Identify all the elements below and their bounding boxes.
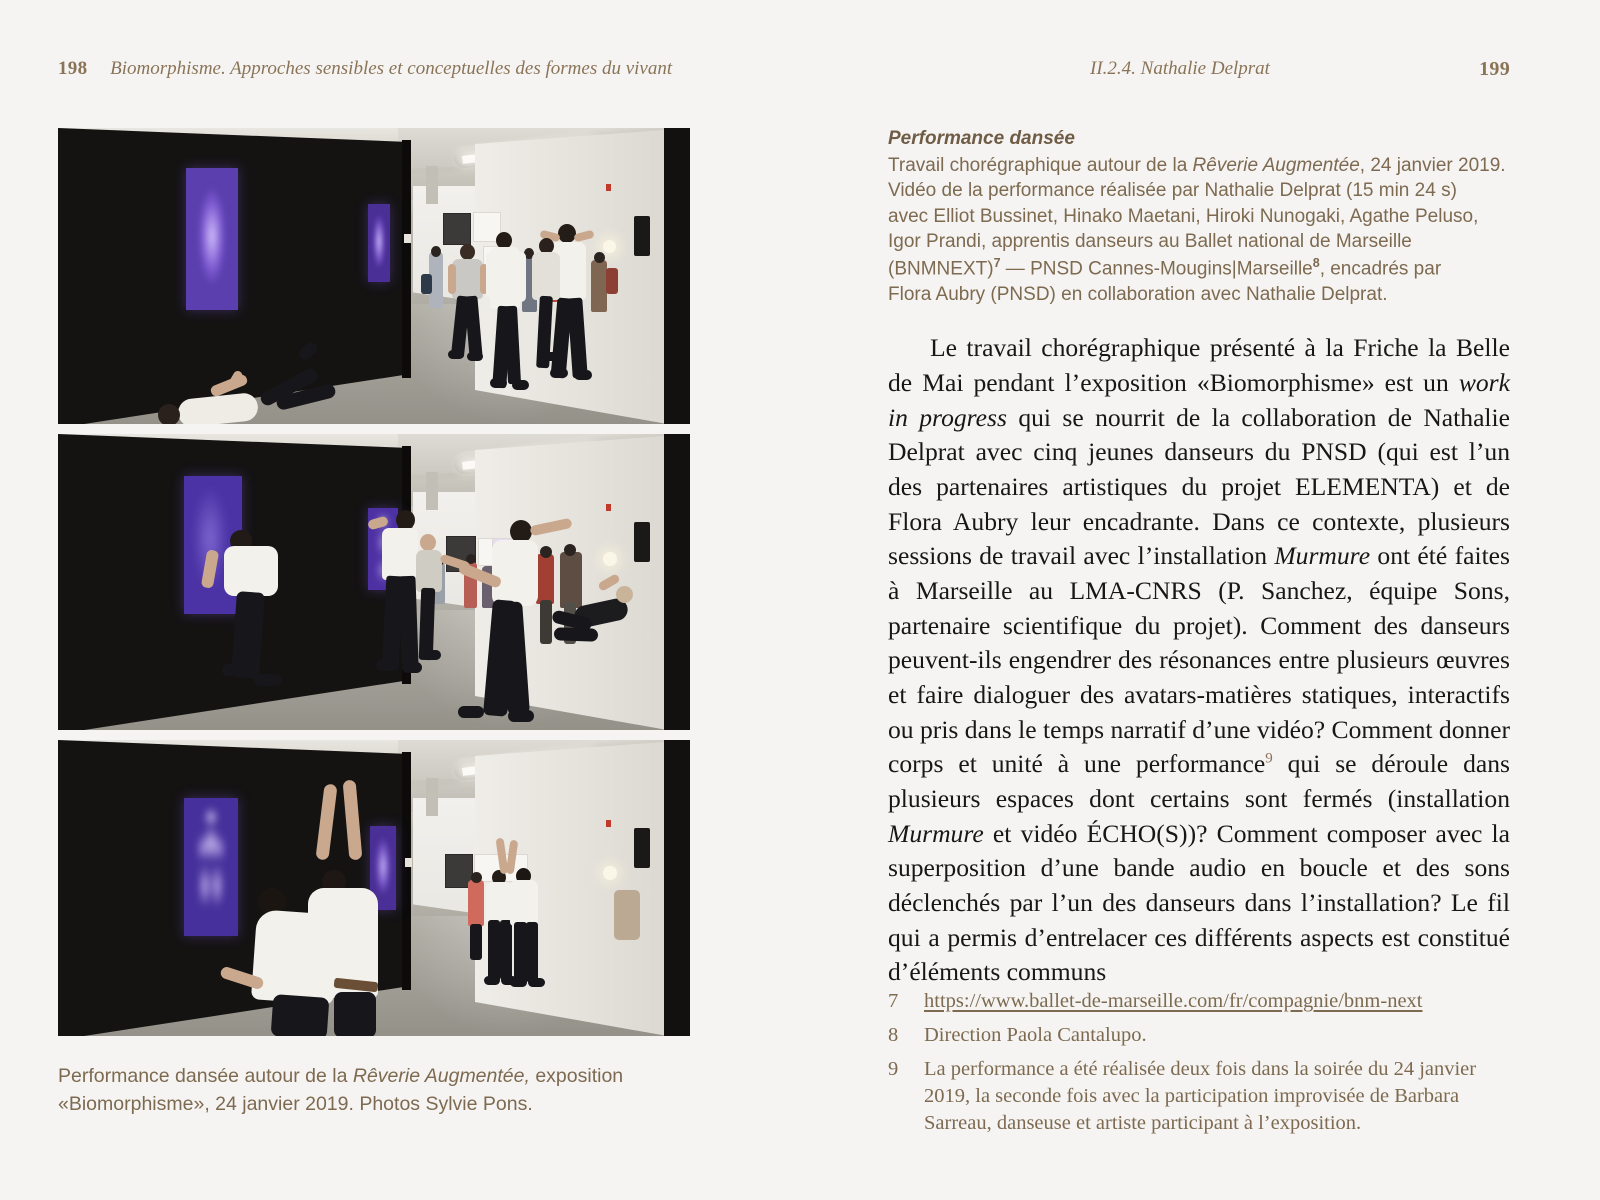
footnote-item xyxy=(888,1056,1510,1137)
body-text xyxy=(888,331,1510,990)
body-segment-5: et vidéo ÉCHO(S))? Comment composer avec la superposition d’une bande audio en boucle et des sons déclenchés par l’un des danseurs dans l’installation? Le fil qui a permis d’entrelacer ces différents aspects est constitué d’éléments communs xyxy=(888,818,1510,987)
footnote-marker-9[interactable]: 9 xyxy=(1265,750,1273,767)
footnote-number: 9 xyxy=(888,1058,899,1081)
body-italic-3: Murmure xyxy=(888,818,984,848)
caption-italic-title: Rêverie Augmentée, xyxy=(352,1065,530,1087)
credit-line-1a: Travail chorégraphique autour de la xyxy=(888,154,1193,176)
credit-block-title: Performance dansée xyxy=(888,128,1075,149)
body-italic-1: work in progress xyxy=(888,367,1510,432)
footnotes-block xyxy=(888,988,1510,1144)
caption-text-3: «Biomorphisme», 24 janvier 2019. Photos Sylvie Pons. xyxy=(58,1092,533,1115)
footnote-marker-8[interactable]: 8 xyxy=(1312,255,1320,270)
caption-text-1: Performance dansée autour de la xyxy=(58,1065,353,1087)
running-head-right xyxy=(1090,58,1270,80)
running-title-right: II.2.4. Nathalie Delprat xyxy=(1090,58,1270,79)
credit-line-3: avec Elliot Bussinet, Hinako Maetani, Hiroki Nunogaki, Agathe Peluso, xyxy=(888,205,1479,227)
body-segment-4: qui se déroule dans plusieurs espaces dont certains sont fermés (installation xyxy=(888,749,1510,813)
footnote-number: 8 xyxy=(888,1024,899,1047)
footnote-item xyxy=(888,1022,1510,1049)
footnote-text: La performance a été réalisée deux fois dans la soirée du 24 janvier 2019, la seconde fois avec la participation improvisée de Barbara Sarreau, danseuse et artiste participant à l’exposition. xyxy=(924,1058,1477,1135)
credit-line-6: Flora Aubry (PNSD) en collaboration avec Nathalie Delprat. xyxy=(888,283,1388,305)
violet-projection-small xyxy=(368,204,390,282)
footnote-number: 7 xyxy=(888,990,899,1012)
performance-photo-1 xyxy=(58,128,690,424)
main-text-column xyxy=(888,126,1510,990)
credit-line-5c: , encadrés par xyxy=(1319,258,1442,280)
footnote-text: Direction Paola Cantalupo. xyxy=(924,1024,1147,1047)
body-paragraph xyxy=(888,331,1510,990)
credit-line-5a: (BNMNEXT) xyxy=(888,258,994,280)
violet-projection-figure xyxy=(184,798,238,936)
credit-line-4: Igor Prandi, apprentis danseurs au Ballet national de Marseille xyxy=(888,231,1412,253)
credit-line-1b: , 24 janvier 2019. xyxy=(1359,154,1506,176)
figure-credit-block xyxy=(888,126,1510,307)
footnote-text xyxy=(924,988,1510,1015)
performance-photo-2 xyxy=(58,434,690,730)
running-head-left xyxy=(58,58,672,80)
credit-line-5b: — PNSD Cannes-Mougins|Marseille xyxy=(1000,258,1313,280)
violet-projection-large xyxy=(186,168,238,310)
body-italic-2: Murmure xyxy=(1274,541,1371,571)
performance-photo-3 xyxy=(58,740,690,1036)
footnote-marker-7[interactable]: 7 xyxy=(993,255,1001,270)
running-title-left: Biomorphisme. Approches sensibles et conceptuelles des formes du vivant xyxy=(110,58,673,79)
figure-caption xyxy=(58,1063,698,1118)
footnote-item xyxy=(888,988,1510,1015)
folio-left: 198 xyxy=(58,58,88,79)
folio-right: 199 xyxy=(1479,58,1510,80)
body-segment-1: Le travail chorégraphique présenté à la Friche la Belle de Mai pendant l’exposition «Biomorphisme» est un xyxy=(888,333,1510,397)
body-segment-2: qui se nourrit de la collaboration de Nathalie Delprat avec cinq jeunes danseurs du PNSD (qui est l’un des partenaires artistiques du projet ELEMENTA) et de Flora Aubry leur encadrante. Dans ce contexte, plusieurs sessions de travail avec l’installation xyxy=(888,402,1511,571)
caption-text-2: exposition xyxy=(529,1065,624,1087)
figure-photo-column xyxy=(58,128,690,1046)
footnote-link[interactable]: https://www.ballet-de-marseille.com/fr/compagnie/bnm-next xyxy=(924,990,1423,1012)
body-segment-3: ont été faites à Marseille au LMA-CNRS (P. Sanchez, équipe Sons, partenaire scientifique du projet). Comment des danseurs peuvent-ils engendrer des résonances entre plusieurs œuvres et faire dialoguer des avatars-matières statiques, interactifs ou pris dans le temps narratif d’une vidéo? Comment donner corps et unité à une performance xyxy=(888,541,1511,779)
credit-line-2: Vidéo de la performance réalisée par Nathalie Delprat (15 min 24 s) xyxy=(888,180,1457,202)
credit-italic-title: Rêverie Augmentée xyxy=(1192,154,1360,176)
